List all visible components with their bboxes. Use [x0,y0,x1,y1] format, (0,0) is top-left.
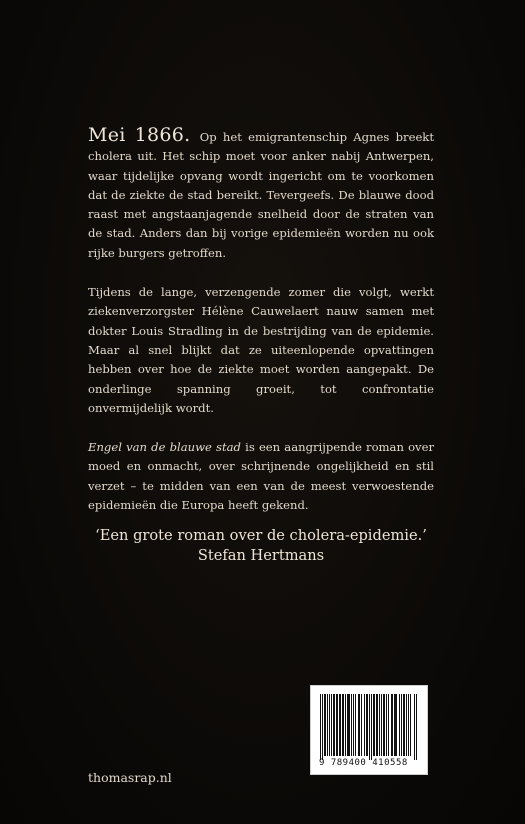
barcode-bar [391,694,393,756]
barcode-bar [416,694,417,760]
barcode-bar [353,694,354,756]
barcode-bar [381,694,382,756]
barcode-bar [322,694,323,760]
blurb-paragraph-3-text: is een aangrijpende roman over moed en onmacht, over schrijnende ongelijkheid en stil verzet – te midden van een van de meest verwoestende epidemieën die Europa heeft gekend. [88,440,435,513]
review-quote [88,526,434,566]
blurb-paragraph-3 [88,438,434,515]
barcode-bar [345,694,346,756]
quote-text: ‘Een grote roman over de cholera-epidemie.’ [95,527,427,544]
blurb-paragraph-2-text: Tijdens de lange, verzengende zomer die volgt, werkt ziekenverzorgster Hélène Cauwelaert nauw samen met dokter Louis Stradling in de bestrijding van de epidemie. Maar al snel blijkt dat ze uiteenlopende opvattingen hebben over hoe de ziekte moet worden aangepakt. De onderlinge spanning groeit, tot confrontatie onvermijdelijk wordt. [88,285,434,415]
barcode-bar [383,694,385,756]
publisher-url: thomasrap.nl [88,770,172,785]
barcode-bar [333,694,335,756]
blurb-paragraph-2 [88,283,434,418]
barcode-bar [336,694,338,756]
barcode-bar [406,694,407,756]
isbn-number: 9 789400 410558 [319,758,408,768]
barcode-bar [364,694,365,756]
barcode-bar [399,694,400,756]
barcode-bar [373,694,375,756]
barcode-bar [351,694,352,756]
blurb-paragraph-1 [88,126,434,263]
barcode-bar [355,694,356,756]
barcode-bar [327,694,328,756]
barcode-bar [401,694,402,756]
barcode-bar [342,694,344,756]
quote-author: Stefan Hertmans [197,547,325,564]
barcode-bar [320,694,321,760]
barcode-bar [347,694,350,756]
isbn-barcode [310,685,428,775]
barcode-bar [379,694,380,756]
barcode-bar [403,694,405,756]
blurb [88,126,434,535]
barcode-bar [388,694,389,756]
barcode-bar [358,694,360,756]
blurb-paragraph-1-text: Op het emigrantenschip Agnes breekt cholera uit. Het schip moet voor anker nabij Antwerpen, waar tijdelijke opvang wordt ingericht om te voorkomen dat de ziekte de stad bereikt. Tevergeefs. De blauwe dood raast met angstaanjagende snelheid door de straten van de stad. Anders dan bij vorige epidemieën worden nu ook rijke burgers getroffen. [88,130,434,260]
barcode-bar [361,694,362,756]
barcode-bar [410,694,411,756]
barcode-bar [339,694,341,756]
barcode-bar [376,694,378,756]
barcode-bar [331,694,332,756]
barcode-bar [329,694,330,756]
barcode-bar [386,694,387,756]
barcode-bar [324,694,326,756]
barcode-bar [371,694,372,760]
book-title-reference: Engel van de blauwe stad [88,440,241,455]
barcode-bar [366,694,368,756]
lead-date: Mei 1866. [88,124,191,146]
barcode-bar [414,694,415,760]
barcode-bar [394,694,397,756]
barcode-bar [408,694,409,756]
barcode-bar [369,694,370,760]
